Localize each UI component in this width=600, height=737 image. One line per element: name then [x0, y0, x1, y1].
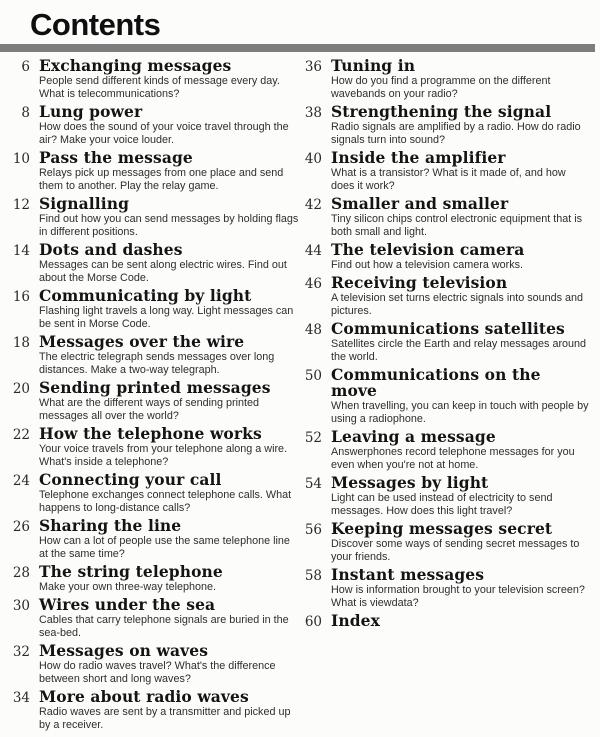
- entry-title: Receiving television: [331, 273, 508, 292]
- toc-entry: [8, 472, 300, 515]
- toc-entry: [8, 380, 300, 423]
- title-rule: [0, 44, 595, 52]
- entry-title: Smaller and smaller: [331, 194, 509, 213]
- entry-page-number: 18: [12, 335, 30, 351]
- toc-entry: [8, 150, 300, 193]
- entry-description: Find out how you can send messages by holding flags in different positions.: [39, 213, 299, 238]
- entry-page-number: 46: [304, 276, 322, 292]
- entry-description: Discover some ways of sending secret messages to your friends.: [331, 538, 580, 563]
- toc-entry: [300, 321, 592, 364]
- toc-entry: [8, 104, 300, 147]
- entry-page-number: 30: [12, 598, 30, 614]
- entry-description: How do you find a programme on the different wavebands on your radio?: [331, 75, 551, 100]
- entry-title: Messages over the wire: [39, 332, 245, 351]
- entry-page-number: 54: [304, 476, 322, 492]
- toc-entry: [300, 521, 592, 564]
- entry-description: Relays pick up messages from one place and send them to another. Play the relay game.: [39, 167, 284, 192]
- entry-description: How does the sound of your voice travel through the air? Make your voice louder.: [39, 121, 289, 146]
- toc-entry: [8, 426, 300, 469]
- entry-page-number: 58: [304, 568, 322, 584]
- entry-title: The string telephone: [39, 562, 223, 581]
- entry-page-number: 10: [12, 151, 30, 167]
- toc-entry: [8, 597, 300, 640]
- entry-title: Lung power: [39, 102, 143, 121]
- entry-description: Cables that carry telephone signals are buried in the sea-bed.: [39, 614, 289, 639]
- toc-entry: [300, 242, 592, 272]
- entry-description: How do radio waves travel? What's the difference between short and long waves?: [39, 660, 276, 685]
- entry-description: Answerphones record telephone messages for you even when you're not at home.: [331, 446, 575, 471]
- toc-entry: [8, 564, 300, 594]
- entry-description: Tiny silicon chips control electronic equipment that is both small and light.: [331, 213, 583, 238]
- toc-entry: [300, 367, 592, 426]
- entry-page-number: 22: [12, 427, 30, 443]
- entry-description: The electric telegraph sends messages over long distances. Make a two-way telegraph.: [39, 351, 275, 376]
- toc-entry: [8, 242, 300, 285]
- entry-page-number: 36: [304, 59, 322, 75]
- toc-entry: [300, 275, 592, 318]
- entry-description: Light can be used instead of electricity to send messages. How does this light travel?: [331, 492, 553, 517]
- entry-page-number: 40: [304, 151, 322, 167]
- entry-title: Instant messages: [331, 565, 485, 584]
- entry-page-number: 48: [304, 322, 322, 338]
- entry-title: Messages on waves: [39, 641, 209, 660]
- entry-description: Messages can be sent along electric wires. Find out about the Morse Code.: [39, 259, 287, 284]
- entry-title: More about radio waves: [39, 687, 249, 706]
- entry-page-number: 50: [304, 368, 322, 384]
- entry-title: Dots and dashes: [39, 240, 183, 259]
- entry-page-number: 32: [12, 644, 30, 660]
- entry-description: How can a lot of people use the same telephone line at the same time?: [39, 535, 290, 560]
- entry-page-number: 6: [21, 59, 30, 75]
- entry-page-number: 38: [304, 105, 322, 121]
- toc-entry: [300, 150, 592, 193]
- entry-title: Sending printed messages: [39, 378, 271, 397]
- entry-page-number: 14: [12, 243, 30, 259]
- entry-page-number: 28: [12, 565, 30, 581]
- toc-entry: [300, 58, 592, 101]
- entry-title: Communications on the move: [331, 365, 541, 400]
- entry-description: A television set turns electric signals into sounds and pictures.: [331, 292, 584, 317]
- toc-entry: [8, 643, 300, 686]
- entry-page-number: 56: [304, 522, 322, 538]
- entry-title: Inside the amplifier: [331, 148, 506, 167]
- entry-description: What is a transistor? What is it made of, and how does it work?: [331, 167, 566, 192]
- toc-right-column: [300, 58, 592, 735]
- entry-description: Make your own three-way telephone.: [39, 581, 217, 593]
- toc-entry: [300, 104, 592, 147]
- entry-description: Telephone exchanges connect telephone calls. What happens to long-distance calls?: [39, 489, 292, 514]
- entry-title: Signalling: [39, 194, 130, 213]
- page-title: Contents: [30, 7, 161, 42]
- entry-description: What are the different ways of sending printed messages all over the world?: [39, 397, 260, 422]
- entry-title: Keeping messages secret: [331, 519, 553, 538]
- entry-description: Radio waves are sent by a transmitter and picked up by a receiver.: [39, 706, 291, 731]
- entry-page-number: 8: [21, 105, 30, 121]
- entry-description: Find out how a television camera works.: [331, 259, 524, 271]
- toc-entry: [300, 613, 592, 630]
- entry-title: Exchanging messages: [39, 56, 232, 75]
- entry-page-number: 60: [304, 614, 322, 630]
- entry-title: The television camera: [331, 240, 525, 259]
- toc-columns: [0, 52, 600, 735]
- entry-title: Wires under the sea: [39, 595, 216, 614]
- entry-page-number: 12: [12, 197, 30, 213]
- entry-title: Tuning in: [331, 56, 416, 75]
- entry-page-number: 20: [12, 381, 30, 397]
- toc-entry: [8, 196, 300, 239]
- entry-title: Communications satellites: [331, 319, 565, 338]
- entry-description: Flashing light travels a long way. Light messages can be sent in Morse Code.: [39, 305, 294, 330]
- entry-description: How is information brought to your television screen? What is viewdata?: [331, 584, 585, 609]
- entry-description: Radio signals are amplified by a radio. How do radio signals turn into sound?: [331, 121, 581, 146]
- entry-page-number: 24: [12, 473, 30, 489]
- toc-entry: [8, 334, 300, 377]
- toc-left-column: [8, 58, 300, 735]
- entry-title: Connecting your call: [39, 470, 222, 489]
- entry-page-number: 34: [12, 690, 30, 706]
- entry-page-number: 52: [304, 430, 322, 446]
- entry-title: Leaving a message: [331, 427, 496, 446]
- entry-page-number: 44: [304, 243, 322, 259]
- entry-title: Index: [331, 611, 380, 630]
- toc-entry: [8, 689, 300, 732]
- entry-description: People send different kinds of message every day. What is telecommunications?: [39, 75, 280, 100]
- entry-page-number: 16: [12, 289, 30, 305]
- entry-page-number: 42: [304, 197, 322, 213]
- toc-entry: [300, 429, 592, 472]
- entry-title: How the telephone works: [39, 424, 262, 443]
- entry-description: When travelling, you can keep in touch with people by using a radiophone.: [331, 400, 589, 425]
- toc-entry: [300, 567, 592, 610]
- entry-title: Pass the message: [39, 148, 193, 167]
- toc-entry: [300, 196, 592, 239]
- entry-title: Sharing the line: [39, 516, 182, 535]
- toc-entry: [8, 58, 300, 101]
- entry-description: Your voice travels from your telephone along a wire. What's inside a telephone?: [39, 443, 288, 468]
- entry-page-number: 26: [12, 519, 30, 535]
- toc-entry: [8, 518, 300, 561]
- toc-entry: [300, 475, 592, 518]
- toc-entry: [8, 288, 300, 331]
- entry-title: Communicating by light: [39, 286, 252, 305]
- entry-title: Messages by light: [331, 473, 489, 492]
- entry-description: Satellites circle the Earth and relay messages around the world.: [331, 338, 587, 363]
- entry-title: Strengthening the signal: [331, 102, 552, 121]
